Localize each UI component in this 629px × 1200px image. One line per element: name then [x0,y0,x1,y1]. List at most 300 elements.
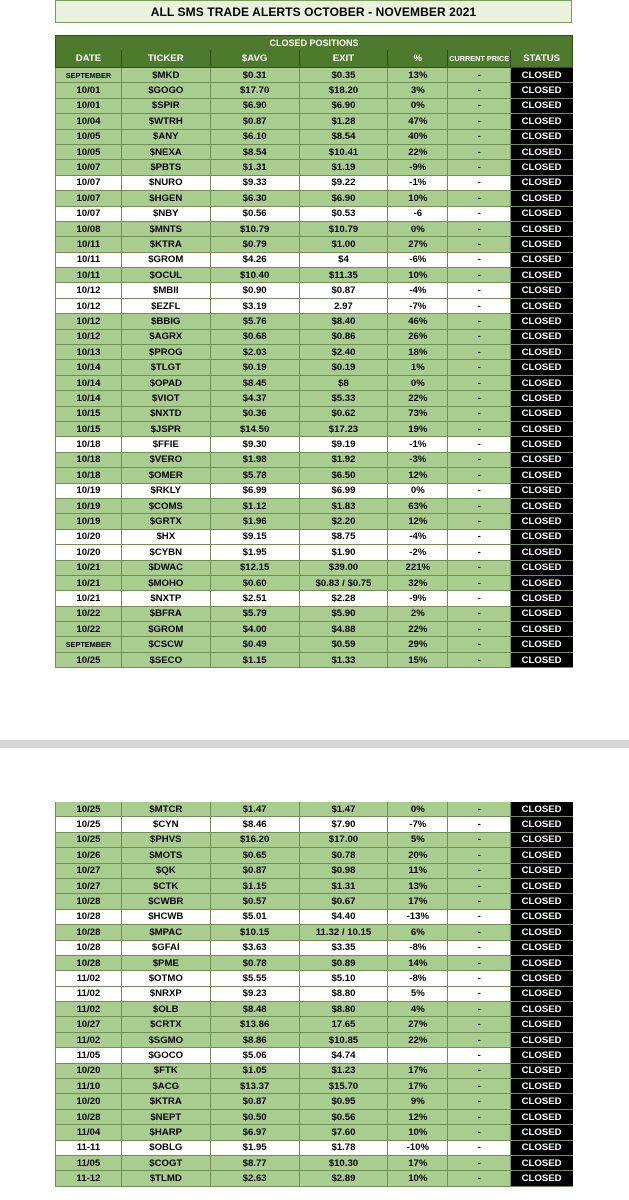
ticker-cell: $PHVS [122,833,211,847]
table-row [55,268,573,283]
date-cell: 10/25 [56,802,122,816]
current-price-cell: - [448,637,511,651]
table-row [55,330,573,345]
date-cell: 10/27 [56,864,122,878]
table-row [55,253,573,268]
exit-cell: $4.88 [300,622,389,636]
status-cell: CLOSED [511,283,573,297]
status-cell: CLOSED [511,561,573,575]
avg-cell: $0.87 [211,114,300,128]
avg-cell: $0.36 [211,407,300,421]
exit-cell: $2.40 [300,345,389,359]
current-price-cell: - [448,514,511,528]
avg-cell: $10.40 [211,268,300,282]
exit-cell: $6.90 [300,191,389,205]
current-price-cell: - [448,114,511,128]
status-cell: CLOSED [511,207,573,221]
percent-cell: -10% [388,1141,448,1155]
exit-cell: $2.28 [300,591,389,605]
status-cell: CLOSED [511,391,573,405]
date-cell: 10/22 [56,622,122,636]
date-cell: 10/13 [56,345,122,359]
current-price-cell: - [448,864,511,878]
avg-cell: $1.15 [211,653,300,667]
table-body-page-1 [55,68,573,668]
current-price-cell: - [448,1110,511,1124]
ticker-cell: $CRTX [122,1017,211,1031]
percent-cell: 22% [388,622,448,636]
percent-cell: 17% [388,1079,448,1093]
percent-cell: 0% [388,802,448,816]
date-cell: 10/21 [56,576,122,590]
ticker-cell: $GROM [122,253,211,267]
current-price-cell: - [448,68,511,82]
ticker-cell: $VERO [122,453,211,467]
date-cell: 10/25 [56,653,122,667]
avg-cell: $6.97 [211,1125,300,1139]
avg-cell: $1.47 [211,802,300,816]
exit-cell: $10.41 [300,145,389,159]
ticker-cell: $VIOT [122,391,211,405]
table-row [55,68,573,83]
avg-cell: $5.76 [211,314,300,328]
exit-cell: 17.65 [300,1017,389,1031]
date-cell: 10/25 [56,833,122,847]
table-row [55,207,573,222]
exit-cell: $5.33 [300,391,389,405]
status-cell: CLOSED [511,1110,573,1124]
avg-cell: $10.15 [211,925,300,939]
ticker-cell: $FFIE [122,437,211,451]
avg-cell: $14.50 [211,422,300,436]
current-price-cell: - [448,833,511,847]
status-cell: CLOSED [511,345,573,359]
table-row [55,376,573,391]
current-price-cell: - [448,484,511,498]
current-price-cell: - [448,941,511,955]
ticker-cell: $OLB [122,1002,211,1016]
table-row [55,422,573,437]
ticker-cell: $CWBR [122,894,211,908]
current-price-cell: - [448,1048,511,1062]
percent-cell: 13% [388,879,448,893]
table-row [55,545,573,560]
current-price-cell: - [448,530,511,544]
ticker-cell: $PBTS [122,160,211,174]
date-cell: 10/07 [56,160,122,174]
exit-cell: $0.19 [300,360,389,374]
status-cell: CLOSED [511,114,573,128]
percent-cell: 0% [388,484,448,498]
current-price-cell: - [448,576,511,590]
percent-cell: 15% [388,653,448,667]
date-cell: 10/11 [56,253,122,267]
ticker-cell: $MPAC [122,925,211,939]
date-cell: 10/15 [56,422,122,436]
table-row [55,653,573,668]
exit-cell: $11.35 [300,268,389,282]
table-row [55,530,573,545]
avg-cell: $0.49 [211,637,300,651]
current-price-cell: - [448,376,511,390]
table-row [55,817,573,832]
date-cell: 10/08 [56,222,122,236]
exit-cell: $0.83 / $0.75 [300,576,389,590]
ticker-cell: $CTK [122,879,211,893]
current-price-cell: - [448,468,511,482]
date-cell: 10/25 [56,817,122,831]
percent-cell: 0% [388,376,448,390]
date-cell: 11/04 [56,1125,122,1139]
status-cell: CLOSED [511,1094,573,1108]
ticker-cell: $MOHO [122,576,211,590]
column-header-date: DATE [56,50,122,67]
exit-cell: $0.95 [300,1094,389,1108]
table-row [55,1094,573,1109]
date-cell: 10/21 [56,591,122,605]
column-header-row [55,50,573,68]
avg-cell: $16.20 [211,833,300,847]
avg-cell: $1.95 [211,1141,300,1155]
avg-cell: $3.63 [211,941,300,955]
ticker-cell: $GROM [122,622,211,636]
table-row [55,987,573,1002]
current-price-cell: - [448,253,511,267]
current-price-cell: - [448,176,511,190]
current-price-cell: - [448,299,511,313]
exit-cell: $1.28 [300,114,389,128]
status-cell: CLOSED [511,222,573,236]
avg-cell: $5.55 [211,971,300,985]
avg-cell: $0.68 [211,330,300,344]
table-row [55,299,573,314]
table-row [55,637,573,652]
avg-cell: $8.45 [211,376,300,390]
avg-cell: $8.54 [211,145,300,159]
status-cell: CLOSED [511,176,573,190]
table-row [55,971,573,986]
table-row [55,1033,573,1048]
avg-cell: $5.79 [211,607,300,621]
avg-cell: $9.33 [211,176,300,190]
page-title: ALL SMS TRADE ALERTS OCTOBER - NOVEMBER 2021 [55,0,572,23]
exit-cell: $5.10 [300,971,389,985]
table-row [55,1017,573,1032]
percent-cell: -4% [388,530,448,544]
percent-cell: -7% [388,299,448,313]
exit-cell: $1.47 [300,802,389,816]
ticker-cell: $FTK [122,1064,211,1078]
current-price-cell: - [448,1064,511,1078]
date-cell: 11/02 [56,987,122,1001]
avg-cell: $0.65 [211,848,300,862]
column-header-ticker: TICKER [122,50,211,67]
status-cell: CLOSED [511,637,573,651]
current-price-cell: - [448,653,511,667]
date-cell: 10/20 [56,530,122,544]
ticker-cell: $DWAC [122,561,211,575]
date-cell: 10/18 [56,453,122,467]
ticker-cell: $JSPR [122,422,211,436]
exit-cell: $10.30 [300,1156,389,1170]
status-cell: CLOSED [511,1079,573,1093]
ticker-cell: $HCWB [122,910,211,924]
ticker-cell: $SPIR [122,99,211,113]
exit-cell: $0.89 [300,956,389,970]
table-row [55,468,573,483]
current-price-cell: - [448,1125,511,1139]
section-header: CLOSED POSITIONS [55,35,573,50]
table-row [55,345,573,360]
date-cell: 10/01 [56,99,122,113]
ticker-cell: $CYN [122,817,211,831]
percent-cell: 22% [388,145,448,159]
percent-cell: 12% [388,1110,448,1124]
ticker-cell: $PME [122,956,211,970]
status-cell: CLOSED [511,437,573,451]
percent-cell: 12% [388,514,448,528]
percent-cell: 17% [388,1156,448,1170]
current-price-cell: - [448,453,511,467]
exit-cell: $1.00 [300,237,389,251]
exit-cell: $17.23 [300,422,389,436]
date-cell: 10/20 [56,1094,122,1108]
current-price-cell: - [448,802,511,816]
percent-cell: 9% [388,1094,448,1108]
current-price-cell: - [448,1094,511,1108]
exit-cell: $4.74 [300,1048,389,1062]
date-cell: 10/19 [56,499,122,513]
table-row [55,607,573,622]
sheet-page-2 [0,748,629,1200]
table-row [55,1156,573,1171]
avg-cell: $2.51 [211,591,300,605]
exit-cell: $18.20 [300,83,389,97]
closed-positions-table-continued [55,802,573,1187]
status-cell: CLOSED [511,314,573,328]
ticker-cell: $KTRA [122,237,211,251]
ticker-cell: $OCUL [122,268,211,282]
exit-cell: $1.83 [300,499,389,513]
table-row [55,925,573,940]
current-price-cell: - [448,910,511,924]
status-cell: CLOSED [511,833,573,847]
table-row [55,1002,573,1017]
current-price-cell: - [448,222,511,236]
status-cell: CLOSED [511,253,573,267]
table-row [55,222,573,237]
exit-cell: $17.00 [300,833,389,847]
current-price-cell: - [448,1171,511,1185]
ticker-cell: $NURO [122,176,211,190]
date-cell: SEPTEMBER [56,68,122,82]
status-cell: CLOSED [511,1141,573,1155]
percent-cell: 29% [388,637,448,651]
status-cell: CLOSED [511,1064,573,1078]
table-row [55,360,573,375]
ticker-cell: $ACG [122,1079,211,1093]
date-cell: 10/12 [56,283,122,297]
date-cell: 11-11 [56,1141,122,1155]
percent-cell: 32% [388,576,448,590]
status-cell: CLOSED [511,160,573,174]
percent-cell: -2% [388,545,448,559]
date-cell: 10/07 [56,207,122,221]
status-cell: CLOSED [511,145,573,159]
percent-cell: 0% [388,222,448,236]
table-row [55,176,573,191]
date-cell: 10/18 [56,437,122,451]
ticker-cell: $OPAD [122,376,211,390]
ticker-cell: $HARP [122,1125,211,1139]
table-row [55,114,573,129]
percent-cell [388,1048,448,1062]
ticker-cell: $PROG [122,345,211,359]
table-body-page-2 [55,802,573,1187]
exit-cell: $9.19 [300,437,389,451]
table-row [55,894,573,909]
avg-cell: $10.79 [211,222,300,236]
date-cell: 11/05 [56,1156,122,1170]
avg-cell: $6.10 [211,130,300,144]
ticker-cell: $NRXP [122,987,211,1001]
exit-cell: $9.22 [300,176,389,190]
avg-cell: $0.87 [211,864,300,878]
status-cell: CLOSED [511,622,573,636]
table-row [55,514,573,529]
percent-cell: -6% [388,253,448,267]
avg-cell: $0.78 [211,956,300,970]
status-cell: CLOSED [511,576,573,590]
date-cell: 10/07 [56,191,122,205]
table-row [55,160,573,175]
status-cell: CLOSED [511,545,573,559]
table-row [55,499,573,514]
current-price-cell: - [448,268,511,282]
status-cell: CLOSED [511,330,573,344]
status-cell: CLOSED [511,83,573,97]
current-price-cell: - [448,345,511,359]
date-cell: 10/04 [56,114,122,128]
exit-cell: $0.35 [300,68,389,82]
status-cell: CLOSED [511,376,573,390]
ticker-cell: $CYBN [122,545,211,559]
table-row [55,910,573,925]
current-price-cell: - [448,130,511,144]
ticker-cell: $AGRX [122,330,211,344]
percent-cell: 4% [388,1002,448,1016]
ticker-cell: $OBLG [122,1141,211,1155]
avg-cell: $6.30 [211,191,300,205]
exit-cell: $0.86 [300,330,389,344]
current-price-cell: - [448,879,511,893]
status-cell: CLOSED [511,299,573,313]
avg-cell: $1.95 [211,545,300,559]
table-row [55,622,573,637]
avg-cell: $0.57 [211,894,300,908]
exit-cell: $0.67 [300,894,389,908]
avg-cell: $0.56 [211,207,300,221]
percent-cell: -1% [388,176,448,190]
current-price-cell: - [448,956,511,970]
exit-cell: $6.99 [300,484,389,498]
table-row [55,576,573,591]
exit-cell: $7.60 [300,1125,389,1139]
percent-cell: 26% [388,330,448,344]
ticker-cell: $EZFL [122,299,211,313]
avg-cell: $6.99 [211,484,300,498]
current-price-cell: - [448,422,511,436]
closed-positions-table [55,35,573,668]
ticker-cell: $CSCW [122,637,211,651]
table-row [55,1079,573,1094]
table-row [55,314,573,329]
date-cell: 10/28 [56,894,122,908]
avg-cell: $5.01 [211,910,300,924]
table-row [55,237,573,252]
exit-cell: 11.32 / 10.15 [300,925,389,939]
status-cell: CLOSED [511,1156,573,1170]
status-cell: CLOSED [511,453,573,467]
table-row [55,833,573,848]
date-cell: 10/12 [56,330,122,344]
avg-cell: $3.19 [211,299,300,313]
current-price-cell: - [448,360,511,374]
percent-cell: -6 [388,207,448,221]
ticker-cell: $HX [122,530,211,544]
date-cell: 10/19 [56,514,122,528]
avg-cell: $9.30 [211,437,300,451]
ticker-cell: $ANY [122,130,211,144]
status-cell: CLOSED [511,864,573,878]
status-cell: CLOSED [511,971,573,985]
table-row [55,1171,573,1186]
exit-cell: $0.78 [300,848,389,862]
percent-cell: -13% [388,910,448,924]
ticker-cell: $MKD [122,68,211,82]
percent-cell: -9% [388,591,448,605]
ticker-cell: $QK [122,864,211,878]
column-header-avg: $AVG [211,50,300,67]
exit-cell: $6.90 [300,99,389,113]
avg-cell: $9.15 [211,530,300,544]
ticker-cell: $KTRA [122,1094,211,1108]
current-price-cell: - [448,99,511,113]
percent-cell: -7% [388,817,448,831]
avg-cell: $5.06 [211,1048,300,1062]
current-price-cell: - [448,848,511,862]
ticker-cell: $COGT [122,1156,211,1170]
current-price-cell: - [448,622,511,636]
current-price-cell: - [448,987,511,1001]
percent-cell: 10% [388,1125,448,1139]
current-price-cell: - [448,283,511,297]
ticker-cell: $OMER [122,468,211,482]
exit-cell: $2.20 [300,514,389,528]
date-cell: SEPTEMBER [56,637,122,651]
date-cell: 11/02 [56,971,122,985]
ticker-cell: $GRTX [122,514,211,528]
percent-cell: 6% [388,925,448,939]
table-row [55,561,573,576]
table-row [55,1064,573,1079]
table-row [55,802,573,817]
date-cell: 10/15 [56,407,122,421]
current-price-cell: - [448,1033,511,1047]
table-row [55,941,573,956]
status-cell: CLOSED [511,591,573,605]
status-cell: CLOSED [511,422,573,436]
